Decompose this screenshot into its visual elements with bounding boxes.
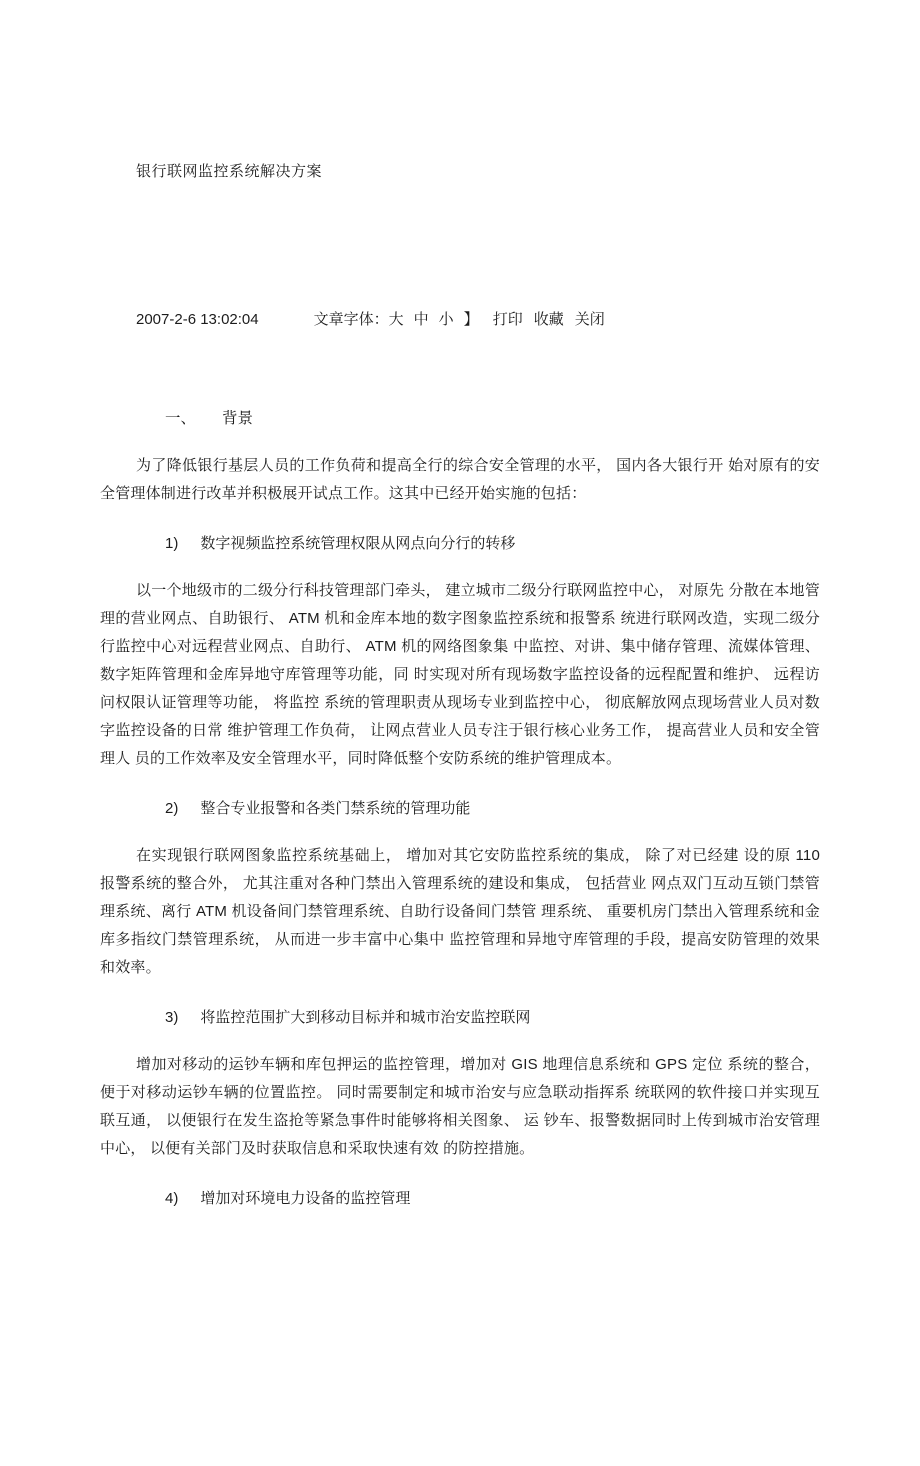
list-item-2-number: 2) [165, 800, 179, 817]
article-toolbar [314, 311, 605, 329]
print-button[interactable]: 打印 [492, 311, 523, 328]
favorite-button[interactable]: 收藏 [533, 311, 564, 328]
list-item-3-title: 将监控范围扩大到移动目标并和城市治安监控联网 [200, 1009, 531, 1026]
document-page [0, 163, 920, 1208]
list-item-1-title: 数字视频监控系统管理权限从网点向分行的转移 [200, 535, 516, 552]
list-item-3 [100, 1008, 820, 1027]
list-item-4-number: 4) [165, 1190, 179, 1207]
font-size-small-button[interactable]: 小 [438, 311, 454, 328]
bracket-close-glyph: 】 [463, 311, 479, 328]
list-item-1-body: 以一个地级市的二级分行科技管理部门牵头， 建立城市二级分行联网监控中心， 对原先 分散在本地管理的营业网点、自助银行、 ATM 机和金库本地的数字图象监控系统和报警系 统进行联网改造，实现二级分行监控中心对远程营业网点、自助行、 ATM 机的网络图象集 中监控、对讲、集中储存管理、流媒体管理、 数字矩阵管理和金库异地守库管理等功能，同 时实现对所有现场数字监控设备的远程配置和维护、 远程访问权限认证管理等功能， 将监控 系统的管理职责从现场专业到监控中心， 彻底解放网点现场营业人员对数字监控设备的日常 维护管理工作负荷， 让网点营业人员专注于银行核心业务工作， 提高营业人员和安全管理人 员的工作效率及安全管理水平，同时降低整个安防系统的维护管理成本。 [100, 582, 820, 767]
section-title: 背景 [222, 410, 254, 427]
list-item-3-body: 增加对移动的运钞车辆和库包押运的监控管理，增加对 GIS 地理信息系统和 GPS 定位 系统的整合，便于对移动运钞车辆的位置监控。 同时需要制定和城市治安与应急联动指挥系 统联网的软件接口并实现互联互通， 以便银行在发生盗抢等紧急事件时能够将相关图象、 运 钞车、报警数据同时上传到城市治安管理中心， 以便有关部门及时获取信息和采取快速有效 的防控措施。 [100, 1056, 820, 1157]
page-title: 银行联网监控系统解决方案 [136, 163, 323, 180]
font-size-label: 文章字体： [313, 311, 389, 328]
list-item-1-number: 1) [165, 535, 179, 552]
section-number: 一、 [165, 410, 197, 427]
timestamp: 2007-2-6 13:02:04 [136, 311, 259, 328]
close-button[interactable]: 关闭 [574, 311, 605, 328]
list-item-2-title: 整合专业报警和各类门禁系统的管理功能 [200, 800, 471, 817]
list-item-3-number: 3) [165, 1009, 179, 1026]
list-item-4 [100, 1189, 820, 1208]
font-size-large-button[interactable]: 大 [388, 311, 404, 328]
font-size-medium-button[interactable]: 中 [413, 311, 429, 328]
list-item-2 [100, 799, 820, 818]
meta-row [136, 311, 820, 329]
list-item-1 [100, 534, 820, 553]
intro-paragraph: 为了降低银行基层人员的工作负荷和提高全行的综合安全管理的水平， 国内各大银行开 始对原有的安全管理体制进行改革并积极展开试点工作。这其中已经开始实施的包括： [100, 457, 820, 502]
section-heading-background [100, 409, 820, 428]
list-item-2-body: 在实现银行联网图象监控系统基础上， 增加对其它安防监控系统的集成， 除了对已经建 设的原 110 报警系统的整合外， 尤其注重对各种门禁出入管理系统的建设和集成， 包括营业 网点双门互动互锁门禁管理系统、离行 ATM 机设备间门禁管理系统、自助行设备间门禁管 理系统、 重要机房门禁出入管理系统和金库多指纹门禁管理系统， 从而进一步丰富中心集中 监控管理和异地守库管理的手段，提高安防管理的效果和效率。 [100, 847, 820, 976]
list-item-4-title: 增加对环境电力设备的监控管理 [200, 1190, 411, 1207]
